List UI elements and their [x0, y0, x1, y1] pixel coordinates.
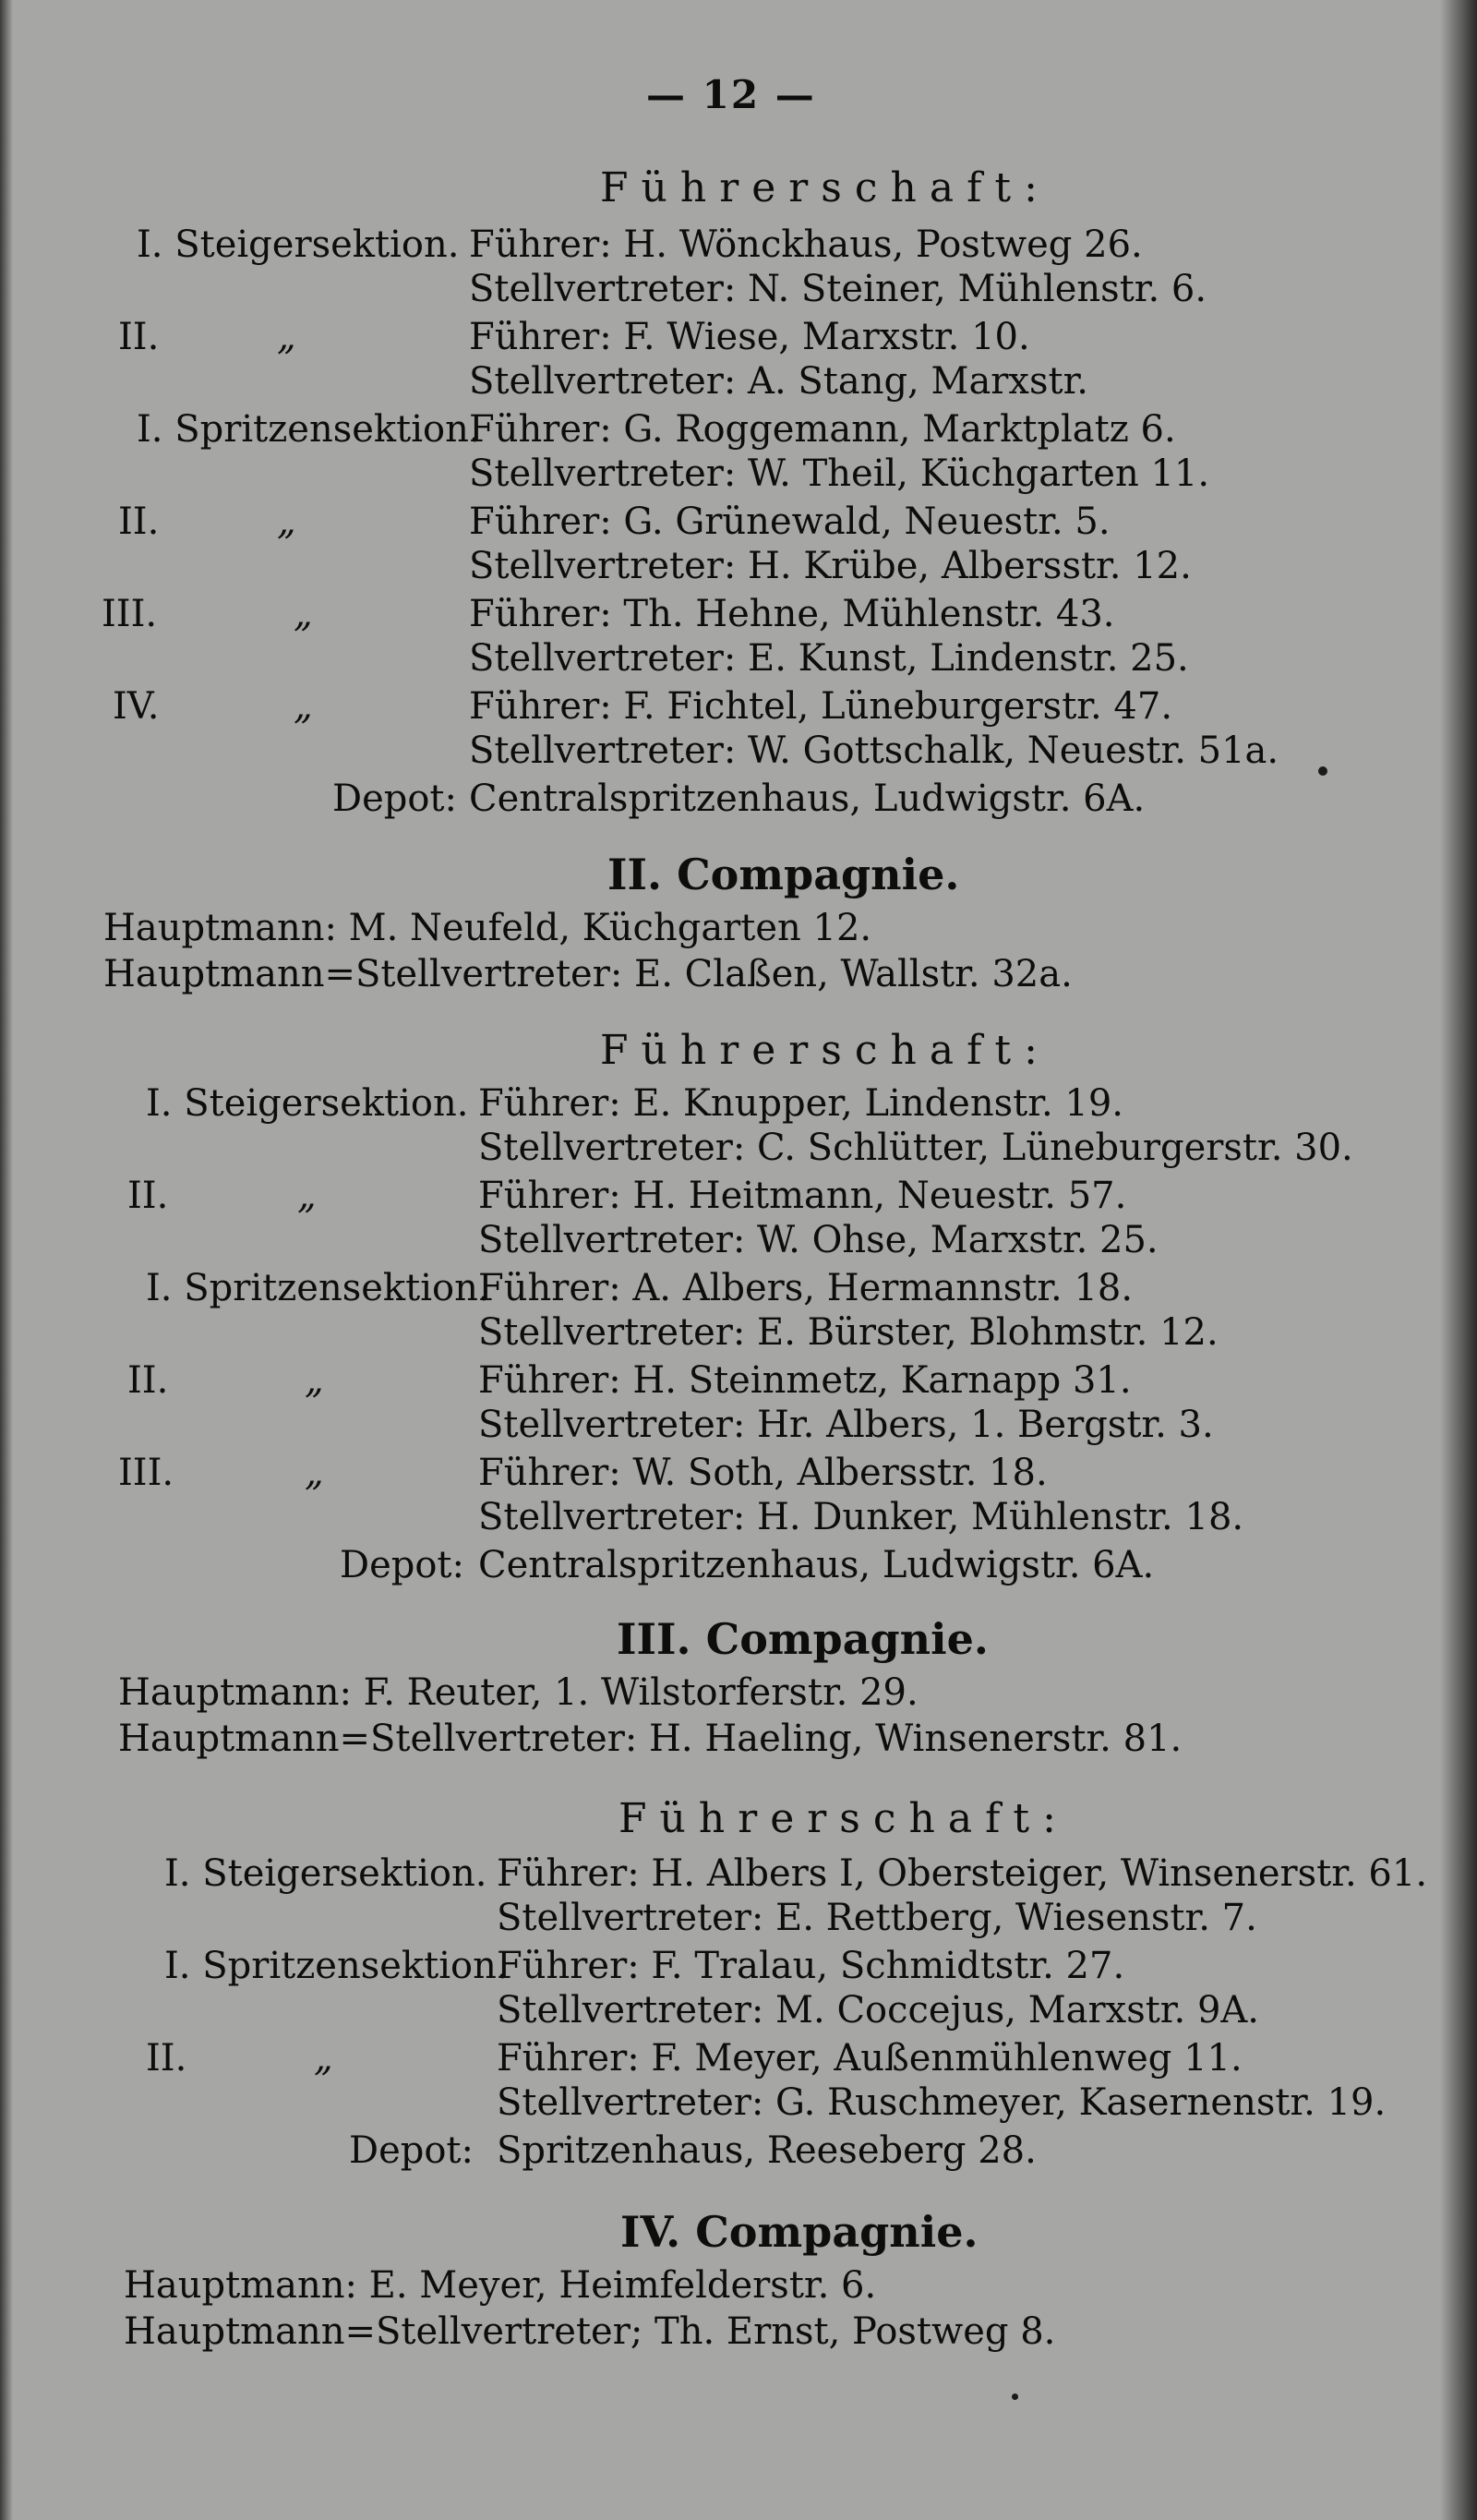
- company-title: III. Compagnie.: [617, 1614, 989, 1664]
- scan-edge-left: [0, 0, 13, 2520]
- leader-entry: Führer: Th. Hehne, Mühlenstr. 43.: [469, 593, 1115, 635]
- deputy-entry: Stellvertreter: C. Schlütter, Lüneburgerstr. 30.: [478, 1127, 1353, 1169]
- section-label: II.: [118, 316, 160, 358]
- leader-entry: Führer: F. Fichtel, Lüneburgerstr. 47.: [469, 685, 1173, 728]
- ditto-mark: „: [314, 2037, 333, 2080]
- leader-entry: Führer: F. Meyer, Außenmühlenweg 11.: [497, 2037, 1243, 2080]
- company-title: IV. Compagnie.: [620, 2207, 979, 2257]
- leader-entry: Führer: H. Steinmetz, Karnapp 31.: [478, 1359, 1132, 1402]
- section-label: I. Steigersektion.: [146, 1082, 469, 1125]
- deputy-entry: Stellvertreter: H. Krübe, Albersstr. 12.: [469, 545, 1192, 587]
- page-number: — 12 —: [646, 72, 816, 117]
- scan-edge-right: [1440, 0, 1477, 2520]
- section-label: I. Spritzensektion.: [164, 1945, 509, 1987]
- deputy-entry: Stellvertreter: M. Coccejus, Marxstr. 9A.: [497, 1989, 1260, 2032]
- ditto-mark: „: [305, 1359, 324, 1402]
- leader-entry: Führer: H. Wönckhaus, Postweg 26.: [469, 223, 1143, 266]
- deputy-entry: Stellvertreter: E. Rettberg, Wiesenstr. 7.: [497, 1897, 1257, 1939]
- captain-entry: Hauptmann: F. Reuter, 1. Wilstorferstr. 29.: [118, 1671, 919, 1714]
- deputy-entry: Stellvertreter: E. Kunst, Lindenstr. 25.: [469, 637, 1189, 680]
- deputy-entry: Stellvertreter: W. Gottschalk, Neuestr. 51a.: [469, 729, 1279, 772]
- section-label: I. Spritzensektion.: [146, 1267, 490, 1309]
- leader-entry: Führer: F. Tralau, Schmidtstr. 27.: [497, 1945, 1125, 1987]
- section-label: II.: [118, 500, 160, 543]
- leader-entry: Führer: G. Grünewald, Neuestr. 5.: [469, 500, 1111, 543]
- deputy-entry: Stellvertreter: N. Steiner, Mühlenstr. 6.: [469, 268, 1207, 310]
- ditto-mark: „: [277, 500, 296, 543]
- leader-entry: Führer: A. Albers, Hermannstr. 18.: [478, 1267, 1134, 1309]
- captain-entry: Hauptmann: M. Neufeld, Küchgarten 12.: [103, 907, 872, 949]
- leader-entry: Führer: H. Heitmann, Neuestr. 57.: [478, 1175, 1127, 1217]
- leader-entry: Führer: W. Soth, Albersstr. 18.: [478, 1452, 1048, 1494]
- depot-label: Depot:: [332, 778, 457, 820]
- section-label: I. Spritzensektion.: [137, 408, 481, 451]
- depot-value: Spritzenhaus, Reeseberg 28.: [497, 2129, 1037, 2172]
- leader-entry: Führer: G. Roggemann, Marktplatz 6.: [469, 408, 1176, 451]
- ditto-mark: „: [297, 1175, 317, 1217]
- deputy-entry: Stellvertreter: W. Theil, Küchgarten 11.: [469, 452, 1210, 495]
- depot-label: Depot:: [340, 1544, 464, 1586]
- leadership-heading: Führerschaft:: [600, 164, 1051, 211]
- section-label: III.: [118, 1452, 174, 1494]
- depot-value: Centralspritzenhaus, Ludwigstr. 6A.: [469, 778, 1146, 820]
- scan-speck: [1318, 766, 1327, 776]
- section-label: II.: [146, 2037, 187, 2080]
- section-label: II.: [127, 1359, 169, 1402]
- deputy-entry: Stellvertreter: G. Ruschmeyer, Kasernenstr. 19.: [497, 2081, 1387, 2124]
- section-label: IV.: [113, 685, 160, 728]
- depot-label: Depot:: [349, 2129, 474, 2172]
- scan-speck: [1012, 2393, 1018, 2400]
- ditto-mark: „: [294, 593, 313, 635]
- leadership-heading: Führerschaft:: [600, 1027, 1051, 1074]
- ditto-mark: „: [294, 685, 313, 728]
- deputy-entry: Stellvertreter: W. Ohse, Marxstr. 25.: [478, 1219, 1159, 1261]
- depot-value: Centralspritzenhaus, Ludwigstr. 6A.: [478, 1544, 1155, 1586]
- leader-entry: Führer: E. Knupper, Lindenstr. 19.: [478, 1082, 1123, 1125]
- section-label: III.: [102, 593, 158, 635]
- deputy-captain-entry: Hauptmann=Stellvertreter: H. Haeling, Winsenerstr. 81.: [118, 1718, 1183, 1760]
- section-label: II.: [127, 1175, 169, 1217]
- ditto-mark: „: [305, 1452, 324, 1494]
- leader-entry: Führer: H. Albers I, Obersteiger, Winsenerstr. 61.: [497, 1852, 1428, 1895]
- deputy-captain-entry: Hauptmann=Stellvertreter: E. Claßen, Wallstr. 32a.: [103, 953, 1073, 995]
- deputy-entry: Stellvertreter: E. Bürster, Blohmstr. 12.: [478, 1311, 1219, 1354]
- deputy-captain-entry: Hauptmann=Stellvertreter; Th. Ernst, Postweg 8.: [124, 2310, 1056, 2353]
- section-label: I. Steigersektion.: [164, 1852, 487, 1895]
- deputy-entry: Stellvertreter: H. Dunker, Mühlenstr. 18.: [478, 1496, 1244, 1538]
- leadership-heading: Führerschaft:: [618, 1795, 1069, 1842]
- company-title: II. Compagnie.: [607, 850, 960, 899]
- deputy-entry: Stellvertreter: Hr. Albers, 1. Bergstr. 3.: [478, 1404, 1214, 1446]
- leader-entry: Führer: F. Wiese, Marxstr. 10.: [469, 316, 1030, 358]
- section-label: I. Steigersektion.: [137, 223, 460, 266]
- ditto-mark: „: [277, 316, 296, 358]
- deputy-entry: Stellvertreter: A. Stang, Marxstr.: [469, 360, 1089, 403]
- captain-entry: Hauptmann: E. Meyer, Heimfelderstr. 6.: [124, 2264, 877, 2307]
